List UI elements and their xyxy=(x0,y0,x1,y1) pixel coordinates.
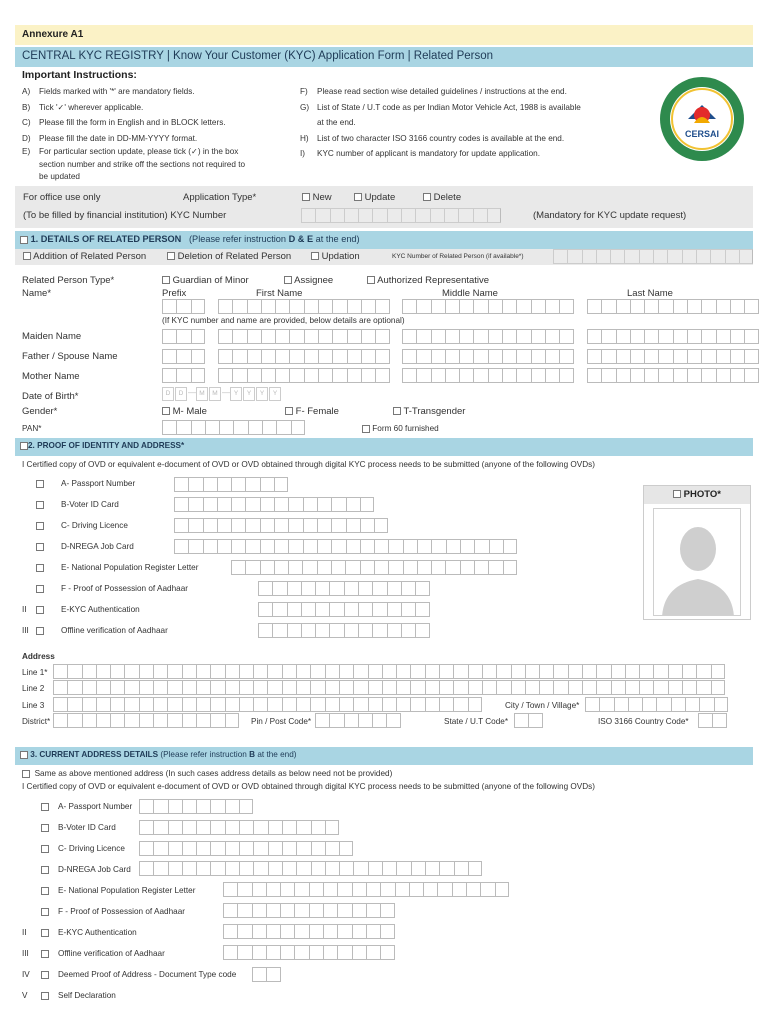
deletion-option[interactable]: Deletion of Related Person xyxy=(167,251,291,262)
instructions-left: A) Fields marked with '*' are mandatory fields. B) Tick '✓' wherever applicable. C) Please fill the form in English and in BLOCK letters. D) Please fill the date in DD-MM-YYYY format. E) For particular section update, please tick (✓) in the box section number and strike off the sections not required to be updated xyxy=(22,87,246,181)
last-name-boxes[interactable] xyxy=(587,299,759,314)
deemed-label: Deemed Proof of Address - Document Type code xyxy=(58,970,237,979)
kyc-number-boxes[interactable] xyxy=(301,208,501,223)
form-title: CENTRAL KYC REGISTRY | Know Your Customer (KYC) Application Form | Related Person xyxy=(15,47,753,67)
dob-label: Date of Birth* xyxy=(22,391,79,402)
photo-placeholder xyxy=(653,508,741,616)
ekyc-option[interactable] xyxy=(36,605,44,614)
father-first-boxes[interactable] xyxy=(218,349,390,364)
self-decl-label: Self Declaration xyxy=(58,991,116,1000)
name-label: Name* xyxy=(22,288,52,299)
cur-aadhaar-label: F - Proof of Possession of Aadhaar xyxy=(58,907,185,916)
poi-voter-label: B-Voter ID Card xyxy=(61,500,119,509)
prefix-label: Prefix xyxy=(162,288,187,299)
last-name-label: Last Name xyxy=(627,288,673,299)
line2-boxes[interactable] xyxy=(53,680,725,695)
fi-kyc-label: (To be filled by financial institution) KYC Number xyxy=(23,210,227,221)
cur-offline-option[interactable] xyxy=(41,949,49,958)
district-label: District* xyxy=(22,717,51,726)
maiden-middle-boxes[interactable] xyxy=(402,329,574,344)
district-boxes[interactable] xyxy=(53,713,239,728)
office-use-label: For office use only xyxy=(23,192,101,203)
cur-passport-boxes[interactable] xyxy=(139,799,253,814)
roman-iii: III xyxy=(22,626,29,635)
address-heading: Address xyxy=(22,652,55,661)
pin-boxes[interactable] xyxy=(315,713,401,728)
office-use-panel xyxy=(15,186,753,228)
type-update[interactable]: Update xyxy=(354,192,395,203)
annexure-label: Annexure A1 xyxy=(15,25,753,45)
gender-label: Gender* xyxy=(22,406,58,417)
deemed-option[interactable] xyxy=(41,970,49,979)
poi-nrega-boxes[interactable] xyxy=(174,539,517,554)
line3-boxes[interactable] xyxy=(53,697,482,712)
poi-licence-boxes[interactable] xyxy=(174,518,388,533)
cur-aadhaar[interactable] xyxy=(41,907,49,916)
type-assignee[interactable]: Assignee xyxy=(284,275,333,286)
cur-nrega-boxes[interactable] xyxy=(139,861,482,876)
gender-transgender[interactable]: T-Transgender xyxy=(393,406,465,417)
section1-header: 1. DETAILS OF RELATED PERSON (Please refer instruction D & E at the end) xyxy=(15,231,753,249)
deemed-boxes[interactable] xyxy=(252,967,281,982)
iso-boxes[interactable] xyxy=(698,713,727,728)
line1-label: Line 1* xyxy=(22,668,48,677)
self-decl-option[interactable] xyxy=(41,991,49,1000)
pan-label: PAN* xyxy=(22,424,42,433)
mother-label: Mother Name xyxy=(22,371,80,382)
instructions-heading: Important Instructions: xyxy=(22,69,137,81)
poi-nrega-label: D-NREGA Job Card xyxy=(61,542,134,551)
cur-passport-label: A- Passport Number xyxy=(58,802,133,811)
section3-header: 3. CURRENT ADDRESS DETAILS (Please refer instruction B at the end) xyxy=(15,747,753,765)
checkbox[interactable] xyxy=(423,193,431,201)
state-label: State / U.T Code* xyxy=(444,717,509,726)
poi-voter-boxes[interactable] xyxy=(174,497,374,512)
cur-nrega-label: D-NREGA Job Card xyxy=(58,865,131,874)
cur-npr-label: E- National Population Register Letter xyxy=(58,886,196,895)
pin-label: Pin / Post Code* xyxy=(251,717,312,726)
father-label: Father / Spouse Name xyxy=(22,351,118,362)
father-middle-boxes[interactable] xyxy=(402,349,574,364)
mother-last-boxes[interactable] xyxy=(587,368,759,383)
application-type-label: Application Type* xyxy=(183,192,257,203)
section2-certified-note: I Certified copy of OVD or equivalent e-document of OVD or OVD obtained through digital KYC process needs to be submitted (anyone of the following OVDs) xyxy=(22,460,595,469)
type-new[interactable]: New xyxy=(302,192,332,203)
line1-boxes[interactable] xyxy=(53,664,725,679)
roman-ii: II xyxy=(22,605,27,614)
offline-label: Offline verification of Aadhaar xyxy=(61,626,168,635)
ekyc-boxes[interactable] xyxy=(258,602,430,617)
gender-female[interactable]: F- Female xyxy=(285,406,339,417)
maiden-prefix-boxes[interactable] xyxy=(162,329,205,344)
father-prefix-boxes[interactable] xyxy=(162,349,205,364)
roman-iii-3: III xyxy=(22,949,29,958)
middle-name-label: Middle Name xyxy=(442,288,498,299)
type-authorized[interactable]: Authorized Representative xyxy=(367,275,489,286)
state-boxes[interactable] xyxy=(514,713,543,728)
addition-option[interactable]: Addition of Related Person xyxy=(23,251,146,262)
name-prefix-boxes[interactable] xyxy=(162,299,205,314)
cur-npr-boxes[interactable] xyxy=(223,882,509,897)
poi-passport-boxes[interactable] xyxy=(174,477,288,492)
line2-label: Line 2 xyxy=(22,684,45,693)
poi-passport-label: A- Passport Number xyxy=(61,479,136,488)
roman-v: V xyxy=(22,991,28,1000)
poi-npr[interactable] xyxy=(36,563,44,572)
city-boxes[interactable] xyxy=(585,697,728,712)
cur-ekyc-option[interactable] xyxy=(41,928,49,937)
father-last-boxes[interactable] xyxy=(587,349,759,364)
cur-passport[interactable] xyxy=(41,802,49,811)
offline-boxes[interactable] xyxy=(258,623,430,638)
ekyc-label: E-KYC Authentication xyxy=(61,605,140,614)
cur-voter-boxes[interactable] xyxy=(139,820,339,835)
mother-middle-boxes[interactable] xyxy=(402,368,574,383)
mandatory-note: (Mandatory for KYC update request) xyxy=(533,210,687,221)
cur-voter-label: B-Voter ID Card xyxy=(58,823,116,832)
cur-aadhaar-boxes[interactable] xyxy=(223,903,395,918)
cur-ekyc-label: E-KYC Authentication xyxy=(58,928,137,937)
kyc-related-label: KYC Number of Related Person (if available*) xyxy=(392,253,524,260)
roman-iv: IV xyxy=(22,970,30,979)
poi-nrega[interactable] xyxy=(36,542,44,551)
maiden-first-boxes[interactable] xyxy=(218,329,390,344)
updation-option[interactable]: Updation xyxy=(311,251,360,262)
section2-header: 2. PROOF OF IDENTITY AND ADDRESS* xyxy=(15,438,753,456)
cur-licence-boxes[interactable] xyxy=(139,841,353,856)
dob-field[interactable]: D D — M M — Y Y Y Y xyxy=(162,387,282,401)
poi-licence-label: C- Driving Licence xyxy=(61,521,128,530)
checkbox[interactable] xyxy=(302,193,310,201)
poi-aadhaar[interactable] xyxy=(36,584,44,593)
optional-note: (If KYC number and name are provided, below details are optional) xyxy=(162,316,405,325)
maiden-label: Maiden Name xyxy=(22,331,82,342)
related-type-label: Related Person Type* xyxy=(22,275,115,286)
offline-option[interactable] xyxy=(36,626,44,635)
section3-certified-note: I Certified copy of OVD or equivalent e-document of OVD or OVD obtained through digital KYC process needs to be submitted (anyone of the following OVDs) xyxy=(22,782,595,791)
gender-male[interactable]: M- Male xyxy=(162,406,207,417)
cersai-logo xyxy=(658,75,746,163)
middle-name-boxes[interactable] xyxy=(402,299,574,314)
maiden-last-boxes[interactable] xyxy=(587,329,759,344)
photo-header: PHOTO* xyxy=(644,486,750,504)
cur-licence[interactable] xyxy=(41,844,49,853)
iso-label: ISO 3166 Country Code* xyxy=(598,717,689,726)
first-name-label: First Name xyxy=(256,288,303,299)
poi-npr-label: E- National Population Register Letter xyxy=(61,563,199,572)
cur-nrega[interactable] xyxy=(41,865,49,874)
pan-boxes[interactable] xyxy=(162,420,305,435)
poi-aadhaar-boxes[interactable] xyxy=(258,581,430,596)
poi-aadhaar-label: F - Proof of Possession of Aadhaar xyxy=(61,584,188,593)
city-label: City / Town / Village* xyxy=(505,701,580,710)
poi-passport[interactable] xyxy=(36,479,44,488)
instructions-right: F) Please read section wise detailed guidelines / instructions at the end. G) List of State / U.T code as per Indian Motor Vehicle Act, 1988 is available at the end. H) List of two character ISO 3166 country codes is available at the end. I) KYC number of applicant is mandatory for update application. xyxy=(300,87,581,158)
photo-box[interactable] xyxy=(643,485,751,620)
type-delete[interactable]: Delete xyxy=(423,192,461,203)
type-guardian[interactable]: Guardian of Minor xyxy=(162,275,249,286)
first-name-boxes[interactable] xyxy=(218,299,390,314)
logo-text: CERSAI xyxy=(684,129,720,139)
cur-ekyc-boxes[interactable] xyxy=(223,924,395,939)
cur-offline-label: Offline verification of Aadhaar xyxy=(58,949,165,958)
poi-licence[interactable] xyxy=(36,521,44,530)
kyc-related-boxes[interactable] xyxy=(553,249,753,264)
mother-first-boxes[interactable] xyxy=(218,368,390,383)
checkbox[interactable] xyxy=(354,193,362,201)
cur-npr[interactable] xyxy=(41,886,49,895)
cur-voter[interactable] xyxy=(41,823,49,832)
line3-label: Line 3 xyxy=(22,701,45,710)
section1-actions xyxy=(15,249,753,265)
roman-ii-3: II xyxy=(22,928,27,937)
cur-licence-label: C- Driving Licence xyxy=(58,844,125,853)
person-silhouette-icon xyxy=(654,509,741,616)
form60-option[interactable]: Form 60 furnished xyxy=(362,424,439,433)
cur-offline-boxes[interactable] xyxy=(223,945,395,960)
poi-npr-boxes[interactable] xyxy=(231,560,517,575)
same-address-option[interactable]: Same as above mentioned address (In such cases address details as below need not be provided) xyxy=(22,769,392,778)
poi-voter[interactable] xyxy=(36,500,44,509)
mother-prefix-boxes[interactable] xyxy=(162,368,205,383)
